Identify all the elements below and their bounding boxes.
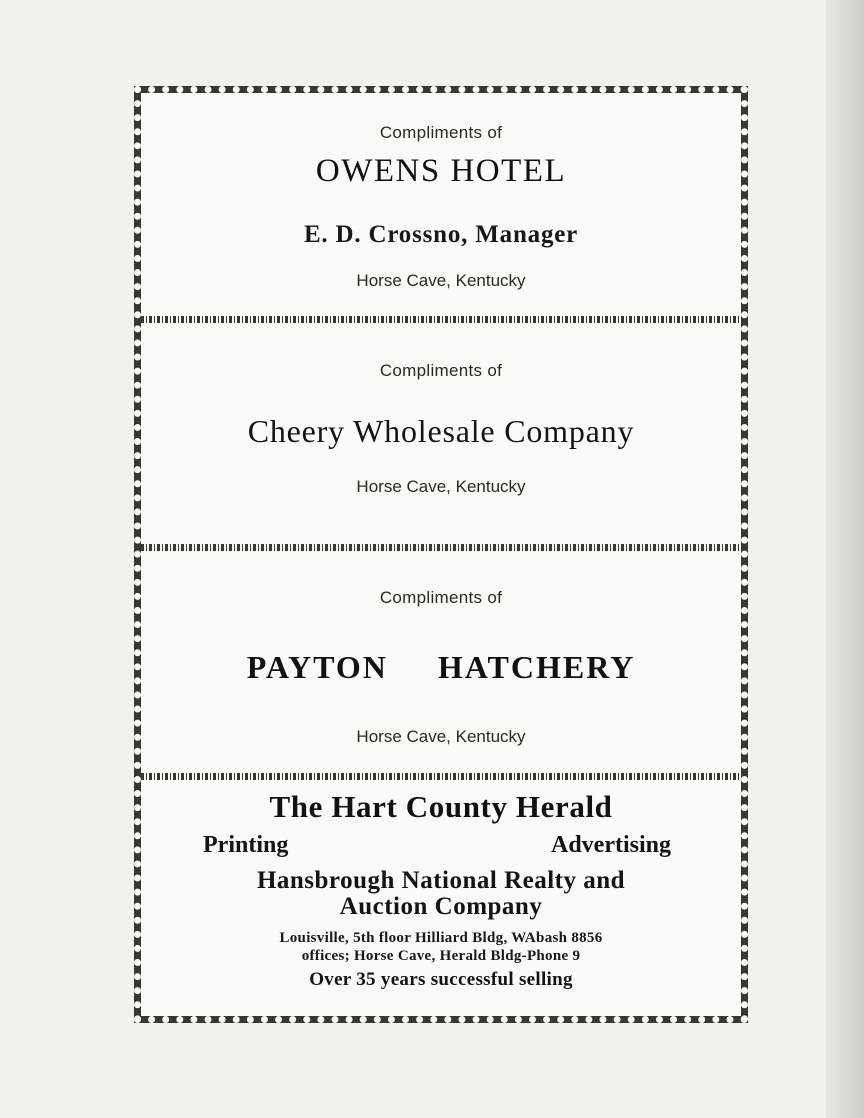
advertisement-frame xyxy=(134,86,748,1023)
owens-compliments: Compliments of xyxy=(379,123,503,142)
address-line-1: Louisville, 5th floor Hilliard Bldg, WAbash 8856 xyxy=(279,930,603,946)
divider-1 xyxy=(141,316,741,323)
payton-compliments: Compliments of xyxy=(379,588,503,607)
cheery-location: Horse Cave, Kentucky xyxy=(356,477,526,496)
page-edge xyxy=(826,0,864,1118)
owens-hotel-name: OWENS HOTEL xyxy=(315,153,567,189)
herald-services-row xyxy=(203,832,671,859)
printing-label: Printing xyxy=(203,832,289,858)
owens-manager: E. D. Crossno, Manager xyxy=(303,221,579,248)
realty-line-1: Hansbrough National Realty and xyxy=(256,867,626,894)
advertising-label: Advertising xyxy=(551,832,671,858)
address-line-2: offices; Horse Cave, Herald Bldg-Phone 9 xyxy=(301,948,581,964)
divider-2 xyxy=(141,544,741,551)
payton-hatchery-name: PAYTON HATCHERY xyxy=(246,649,636,685)
herald-title: The Hart County Herald xyxy=(269,789,613,824)
cheery-compliments: Compliments of xyxy=(379,361,503,380)
herald-tagline: Over 35 years successful selling xyxy=(309,969,573,990)
realty-line-2: Auction Company xyxy=(339,893,543,920)
divider-3 xyxy=(141,773,741,780)
cheery-company-name: Cheery Wholesale Company xyxy=(247,413,635,449)
owens-location: Horse Cave, Kentucky xyxy=(356,271,526,290)
payton-location: Horse Cave, Kentucky xyxy=(356,727,526,746)
